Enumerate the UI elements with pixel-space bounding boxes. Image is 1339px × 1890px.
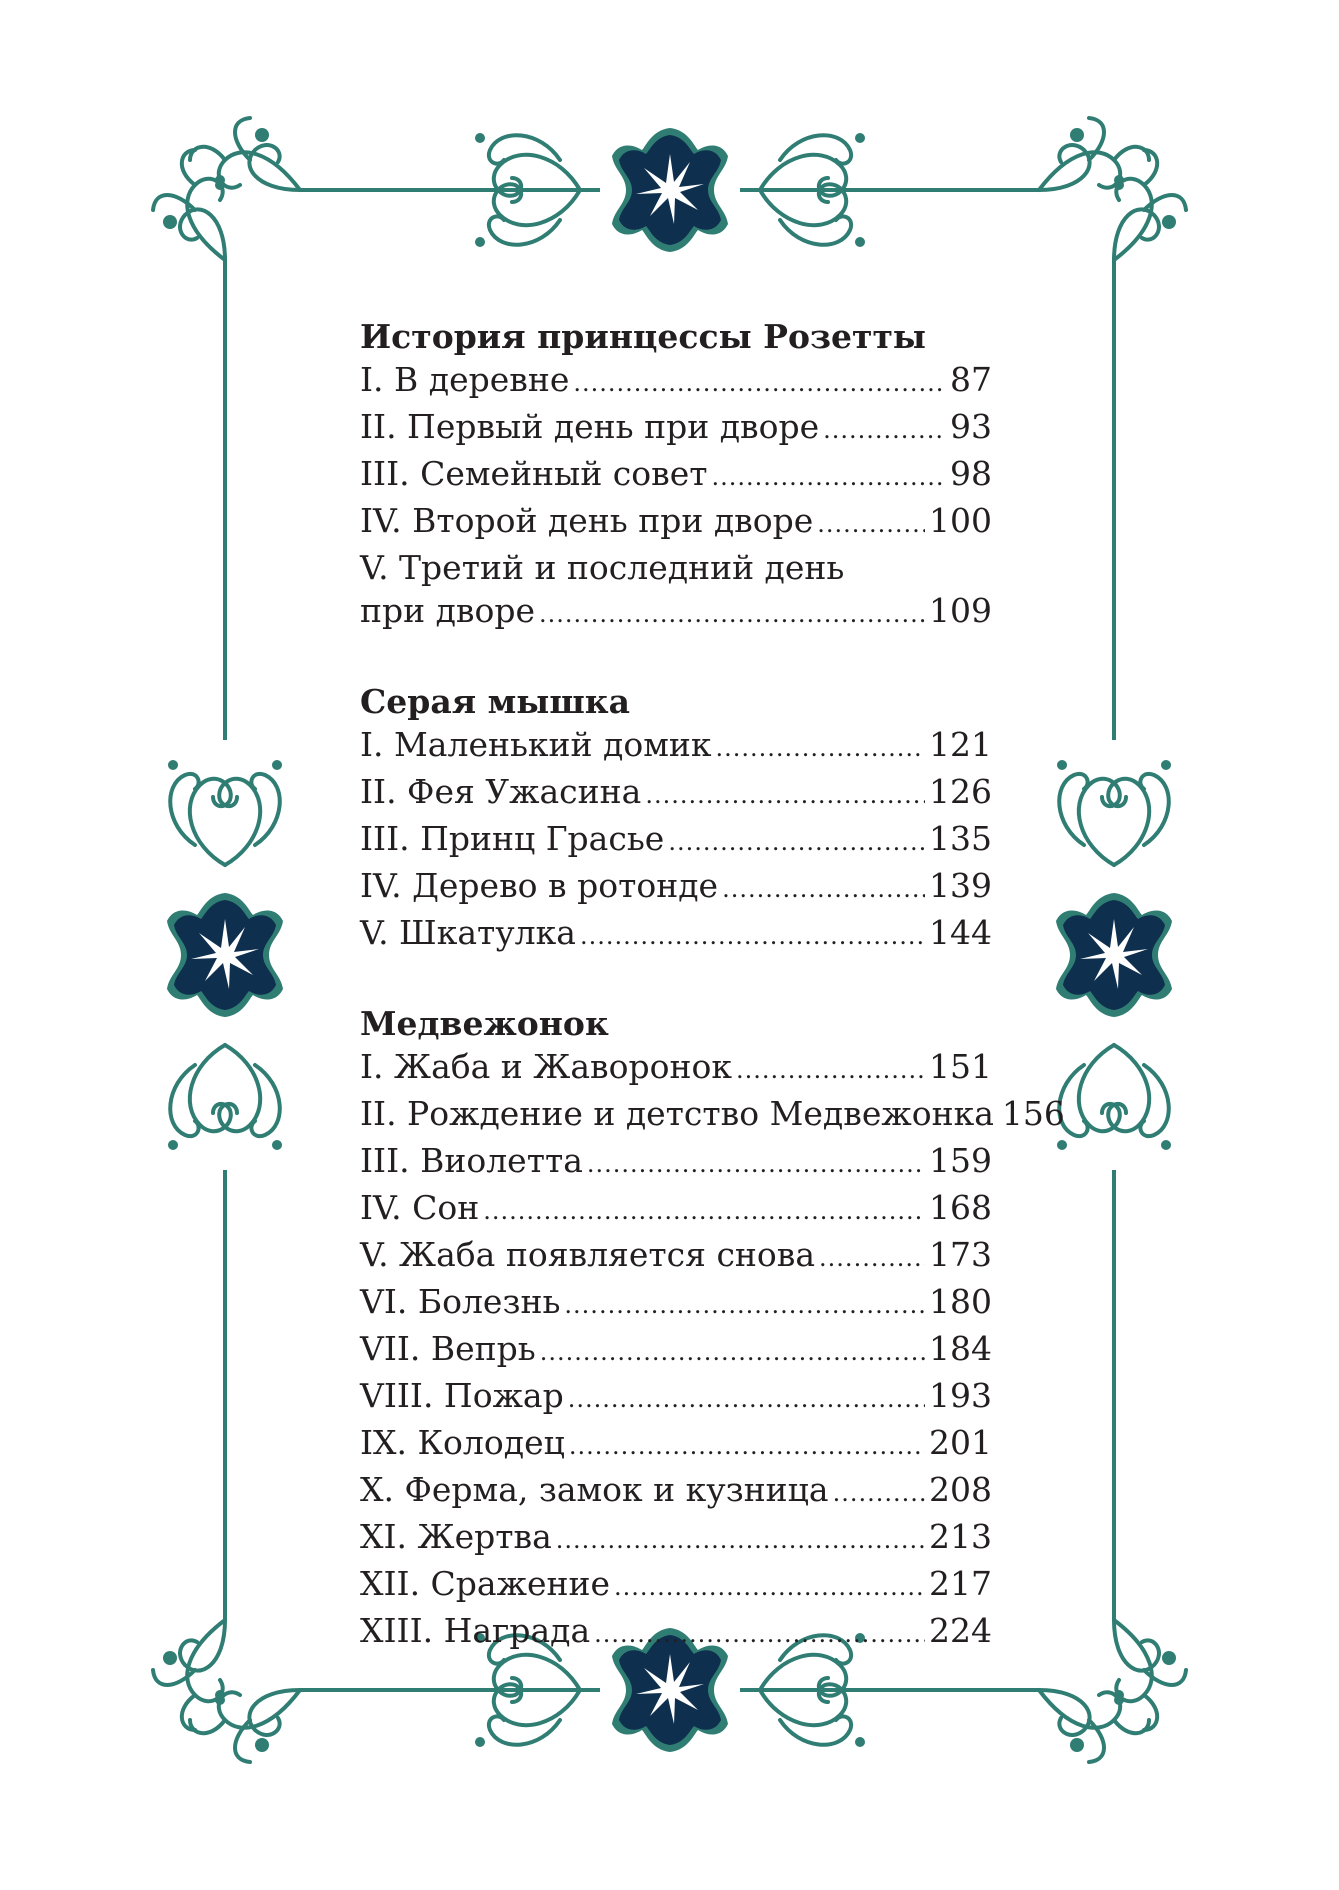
entry-title: II. Рождение и детство Медвежонка [360, 1094, 994, 1133]
entry-page: 121 [929, 725, 992, 764]
flower-right [1056, 893, 1172, 1017]
dot-leader [573, 362, 946, 405]
entry-title-line1[interactable]: V. Третий и последний день [360, 548, 845, 587]
dot-leader [539, 593, 925, 636]
toc-entry[interactable] [360, 1186, 992, 1233]
toc-entry[interactable] [360, 1139, 992, 1186]
section-title: Серая мышка [360, 682, 631, 721]
entry-title: V. Жаба появляется снова [360, 1235, 816, 1274]
entry-page: 126 [929, 772, 992, 811]
toc-entry[interactable] [360, 1327, 992, 1374]
dot-leader [568, 1378, 925, 1421]
dot-leader [716, 727, 925, 770]
entry-page: 159 [929, 1141, 992, 1180]
toc-entry[interactable] [360, 358, 992, 405]
toc-entry[interactable] [360, 405, 992, 452]
entry-page: 213 [929, 1517, 992, 1556]
dot-leader [587, 1143, 925, 1186]
entry-page: 109 [929, 591, 992, 630]
entry-title: I. Жаба и Жаворонок [360, 1047, 732, 1086]
entry-title: VIII. Пожар [360, 1376, 564, 1415]
entry-page: 180 [929, 1282, 992, 1321]
entry-title: IX. Колодец [360, 1423, 565, 1462]
entry-page: 173 [929, 1235, 992, 1274]
toc-entry[interactable] [360, 911, 992, 958]
entry-page: 100 [929, 501, 992, 540]
entry-page: 87 [950, 360, 992, 399]
toc-entry[interactable] [360, 770, 992, 817]
dot-leader [819, 1237, 925, 1280]
entry-title: при дворе [360, 591, 536, 630]
toc-entry[interactable] [360, 1233, 992, 1280]
toc-entry[interactable] [360, 723, 992, 770]
toc-entry[interactable] [360, 1280, 992, 1327]
entry-page: 144 [929, 913, 992, 952]
toc-entry[interactable] [360, 1092, 1065, 1139]
dot-leader [556, 1519, 925, 1562]
entry-page: 208 [929, 1470, 992, 1509]
dot-leader [540, 1331, 925, 1374]
toc-entry[interactable] [360, 1515, 992, 1562]
toc-section [360, 680, 992, 958]
toc-entry[interactable] [360, 1562, 992, 1609]
entry-page: 201 [929, 1423, 992, 1462]
entry-title: III. Виолетта [360, 1141, 583, 1180]
entry-title: IV. Второй день при дворе [360, 501, 814, 540]
dot-leader [569, 1425, 925, 1468]
entry-title: I. В деревне [360, 360, 570, 399]
entry-title: III. Принц Грасье [360, 819, 665, 858]
entry-page: 98 [950, 454, 992, 493]
section-title: Медвежонок [360, 1004, 609, 1043]
dot-leader [668, 821, 925, 864]
entry-page: 135 [929, 819, 992, 858]
entry-page: 93 [950, 407, 992, 446]
toc-section [360, 1002, 1065, 1656]
toc-entry[interactable] [360, 589, 992, 636]
dot-leader [722, 868, 925, 911]
dot-leader [594, 1613, 925, 1656]
entry-page: 168 [929, 1188, 992, 1227]
toc-entry[interactable] [360, 817, 992, 864]
toc-entry[interactable] [360, 1045, 992, 1092]
entry-title: XIII. Награда [360, 1611, 591, 1650]
dot-leader [614, 1566, 925, 1609]
toc-entry[interactable] [360, 1421, 992, 1468]
toc-entry[interactable] [360, 1468, 992, 1515]
dot-leader [483, 1190, 925, 1233]
entry-title: X. Ферма, замок и кузница [360, 1470, 829, 1509]
toc-entry[interactable] [360, 452, 992, 499]
flower-left [167, 893, 283, 1017]
entry-page: 156 [1001, 1094, 1065, 1133]
toc-entry[interactable] [360, 864, 992, 911]
entry-title: XII. Сражение [360, 1564, 610, 1603]
entry-page: 217 [929, 1564, 992, 1603]
toc-entry[interactable] [360, 1374, 992, 1421]
dot-leader [823, 409, 946, 452]
section-title: История принцессы Розетты [360, 317, 926, 356]
dot-leader [564, 1284, 925, 1327]
table-of-contents [360, 315, 1065, 1700]
entry-page: 193 [929, 1376, 992, 1415]
entry-title: IV. Дерево в ротонде [360, 866, 719, 905]
flower-top [612, 128, 728, 252]
toc-entry[interactable] [360, 499, 992, 546]
dot-leader [580, 915, 925, 958]
dot-leader [817, 503, 925, 546]
entry-title: V. Шкатулка [360, 913, 576, 952]
entry-title: XI. Жертва [360, 1517, 552, 1556]
entry-title: IV. Сон [360, 1188, 480, 1227]
entry-title: VI. Болезнь [360, 1282, 561, 1321]
entry-title: II. Фея Ужасина [360, 772, 642, 811]
entry-page: 139 [929, 866, 992, 905]
toc-entry[interactable] [360, 1609, 992, 1656]
entry-page: 151 [929, 1047, 992, 1086]
toc-section [360, 315, 992, 636]
entry-page: 224 [929, 1611, 992, 1650]
entry-title: II. Первый день при дворе [360, 407, 820, 446]
dot-leader [736, 1049, 925, 1092]
entry-title: VII. Вепрь [360, 1329, 536, 1368]
dot-leader [712, 456, 946, 499]
dot-leader [645, 774, 925, 817]
entry-page: 184 [929, 1329, 992, 1368]
entry-title: I. Маленький домик [360, 725, 712, 764]
dot-leader [833, 1472, 925, 1515]
entry-title: III. Семейный совет [360, 454, 708, 493]
